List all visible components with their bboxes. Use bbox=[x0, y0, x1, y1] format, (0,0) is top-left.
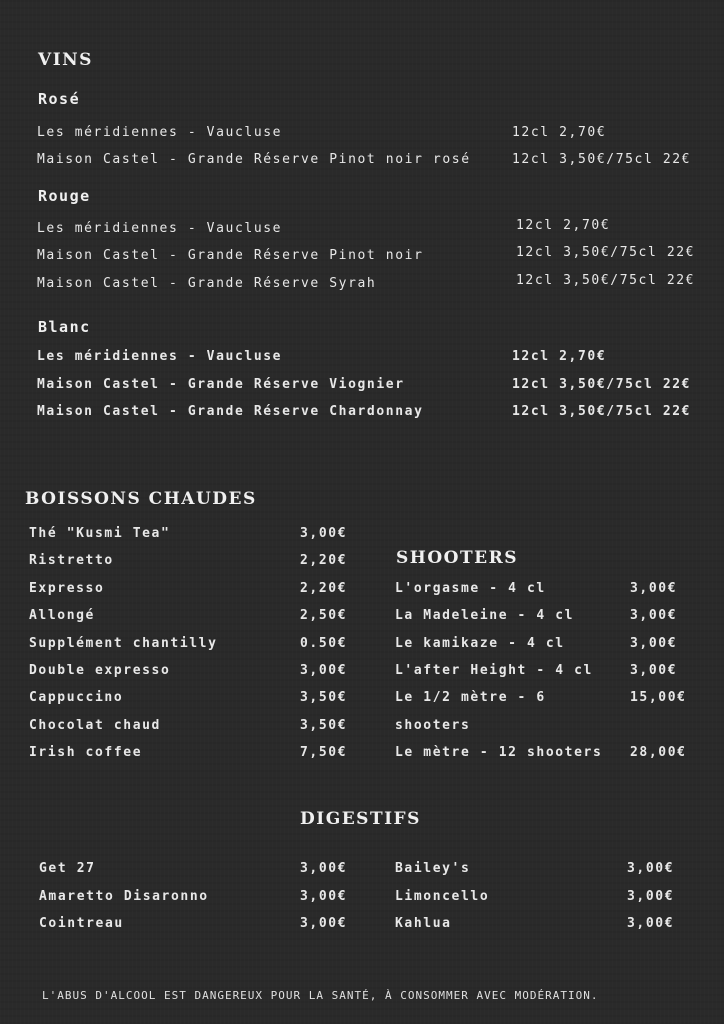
section-title-digestifs: DIGESTIFS bbox=[300, 809, 421, 829]
shooter-price: 3,00€ bbox=[630, 608, 678, 623]
subsection-title-rose: Rosé bbox=[38, 90, 81, 108]
hot-drink-price: 2,20€ bbox=[300, 581, 348, 596]
shooter-name: La Madeleine - 4 cl bbox=[395, 608, 575, 623]
section-title-shooters: SHOOTERS bbox=[396, 548, 518, 568]
wine-name: Maison Castel - Grande Réserve Pinot noir bbox=[37, 248, 424, 263]
shooter-name: L'orgasme - 4 cl bbox=[395, 581, 546, 596]
wine-price: 12cl 3,50€/75cl 22€ bbox=[512, 404, 692, 419]
wine-price: 12cl 2,70€ bbox=[512, 349, 607, 364]
digestif-name: Get 27 bbox=[39, 861, 96, 876]
shooter-price: 3,00€ bbox=[630, 663, 678, 678]
hot-drink-name: Irish coffee bbox=[29, 745, 143, 760]
hot-drink-price: 7,50€ bbox=[300, 745, 348, 760]
shooter-price: 3,00€ bbox=[630, 636, 678, 651]
hot-drink-name: Thé "Kusmi Tea" bbox=[29, 526, 171, 541]
hot-drink-name: Supplément chantilly bbox=[29, 636, 218, 651]
wine-name: Maison Castel - Grande Réserve Syrah bbox=[37, 276, 377, 291]
digestif-price: 3,00€ bbox=[627, 861, 675, 876]
hot-drink-price: 3,50€ bbox=[300, 690, 348, 705]
digestif-price: 3,00€ bbox=[300, 861, 348, 876]
alcohol-warning-footer: L'ABUS D'ALCOOL EST DANGEREUX POUR LA SANTÉ, À CONSOMMER AVEC MODÉRATION. bbox=[42, 989, 599, 1002]
hot-drink-price: 3,00€ bbox=[300, 526, 348, 541]
hot-drink-name: Allongé bbox=[29, 608, 95, 623]
wine-price: 12cl 2,70€ bbox=[512, 125, 607, 140]
wine-name: Les méridiennes - Vaucluse bbox=[37, 349, 283, 364]
shooter-name: Le 1/2 mètre - 6 bbox=[395, 690, 546, 705]
shooter-name: Le kamikaze - 4 cl bbox=[395, 636, 565, 651]
subsection-title-blanc: Blanc bbox=[38, 318, 91, 336]
digestif-price: 3,00€ bbox=[300, 916, 348, 931]
hot-drink-price: 2,20€ bbox=[300, 553, 348, 568]
wine-price: 12cl 3,50€/75cl 22€ bbox=[512, 377, 692, 392]
hot-drink-price: 3,50€ bbox=[300, 718, 348, 733]
hot-drink-name: Expresso bbox=[29, 581, 105, 596]
digestif-name: Bailey's bbox=[395, 861, 471, 876]
hot-drink-name: Ristretto bbox=[29, 553, 114, 568]
wine-name: Les méridiennes - Vaucluse bbox=[37, 125, 283, 140]
digestif-price: 3,00€ bbox=[300, 889, 348, 904]
wine-name: Maison Castel - Grande Réserve Chardonnay bbox=[37, 404, 424, 419]
digestif-name: Cointreau bbox=[39, 916, 124, 931]
digestif-price: 3,00€ bbox=[627, 889, 675, 904]
shooter-name: Le mètre - 12 shooters bbox=[395, 745, 603, 760]
digestif-price: 3,00€ bbox=[627, 916, 675, 931]
shooter-price: 3,00€ bbox=[630, 581, 678, 596]
section-title-boissons-chaudes: BOISSONS CHAUDES bbox=[25, 489, 257, 509]
wine-price: 12cl 3,50€/75cl 22€ bbox=[516, 245, 696, 260]
hot-drink-name: Double expresso bbox=[29, 663, 171, 678]
hot-drink-price: 0.50€ bbox=[300, 636, 348, 651]
section-title-vins: VINS bbox=[38, 50, 93, 70]
subsection-title-rouge: Rouge bbox=[38, 187, 91, 205]
wine-price: 12cl 3,50€/75cl 22€ bbox=[512, 152, 692, 167]
wine-price: 12cl 2,70€ bbox=[516, 218, 611, 233]
hot-drink-price: 3,00€ bbox=[300, 663, 348, 678]
shooter-price: 15,00€ bbox=[630, 690, 687, 705]
hot-drink-name: Cappuccino bbox=[29, 690, 124, 705]
wine-price: 12cl 3,50€/75cl 22€ bbox=[516, 273, 696, 288]
shooter-name: L'after Height - 4 cl bbox=[395, 663, 593, 678]
wine-name: Les méridiennes - Vaucluse bbox=[37, 221, 283, 236]
shooter-price: 28,00€ bbox=[630, 745, 687, 760]
shooter-name-continued: shooters bbox=[395, 718, 471, 733]
wine-name: Maison Castel - Grande Réserve Pinot noir rosé bbox=[37, 152, 471, 167]
digestif-name: Kahlua bbox=[395, 916, 452, 931]
digestif-name: Amaretto Disaronno bbox=[39, 889, 209, 904]
hot-drink-price: 2,50€ bbox=[300, 608, 348, 623]
digestif-name: Limoncello bbox=[395, 889, 490, 904]
wine-name: Maison Castel - Grande Réserve Viognier bbox=[37, 377, 405, 392]
hot-drink-name: Chocolat chaud bbox=[29, 718, 161, 733]
